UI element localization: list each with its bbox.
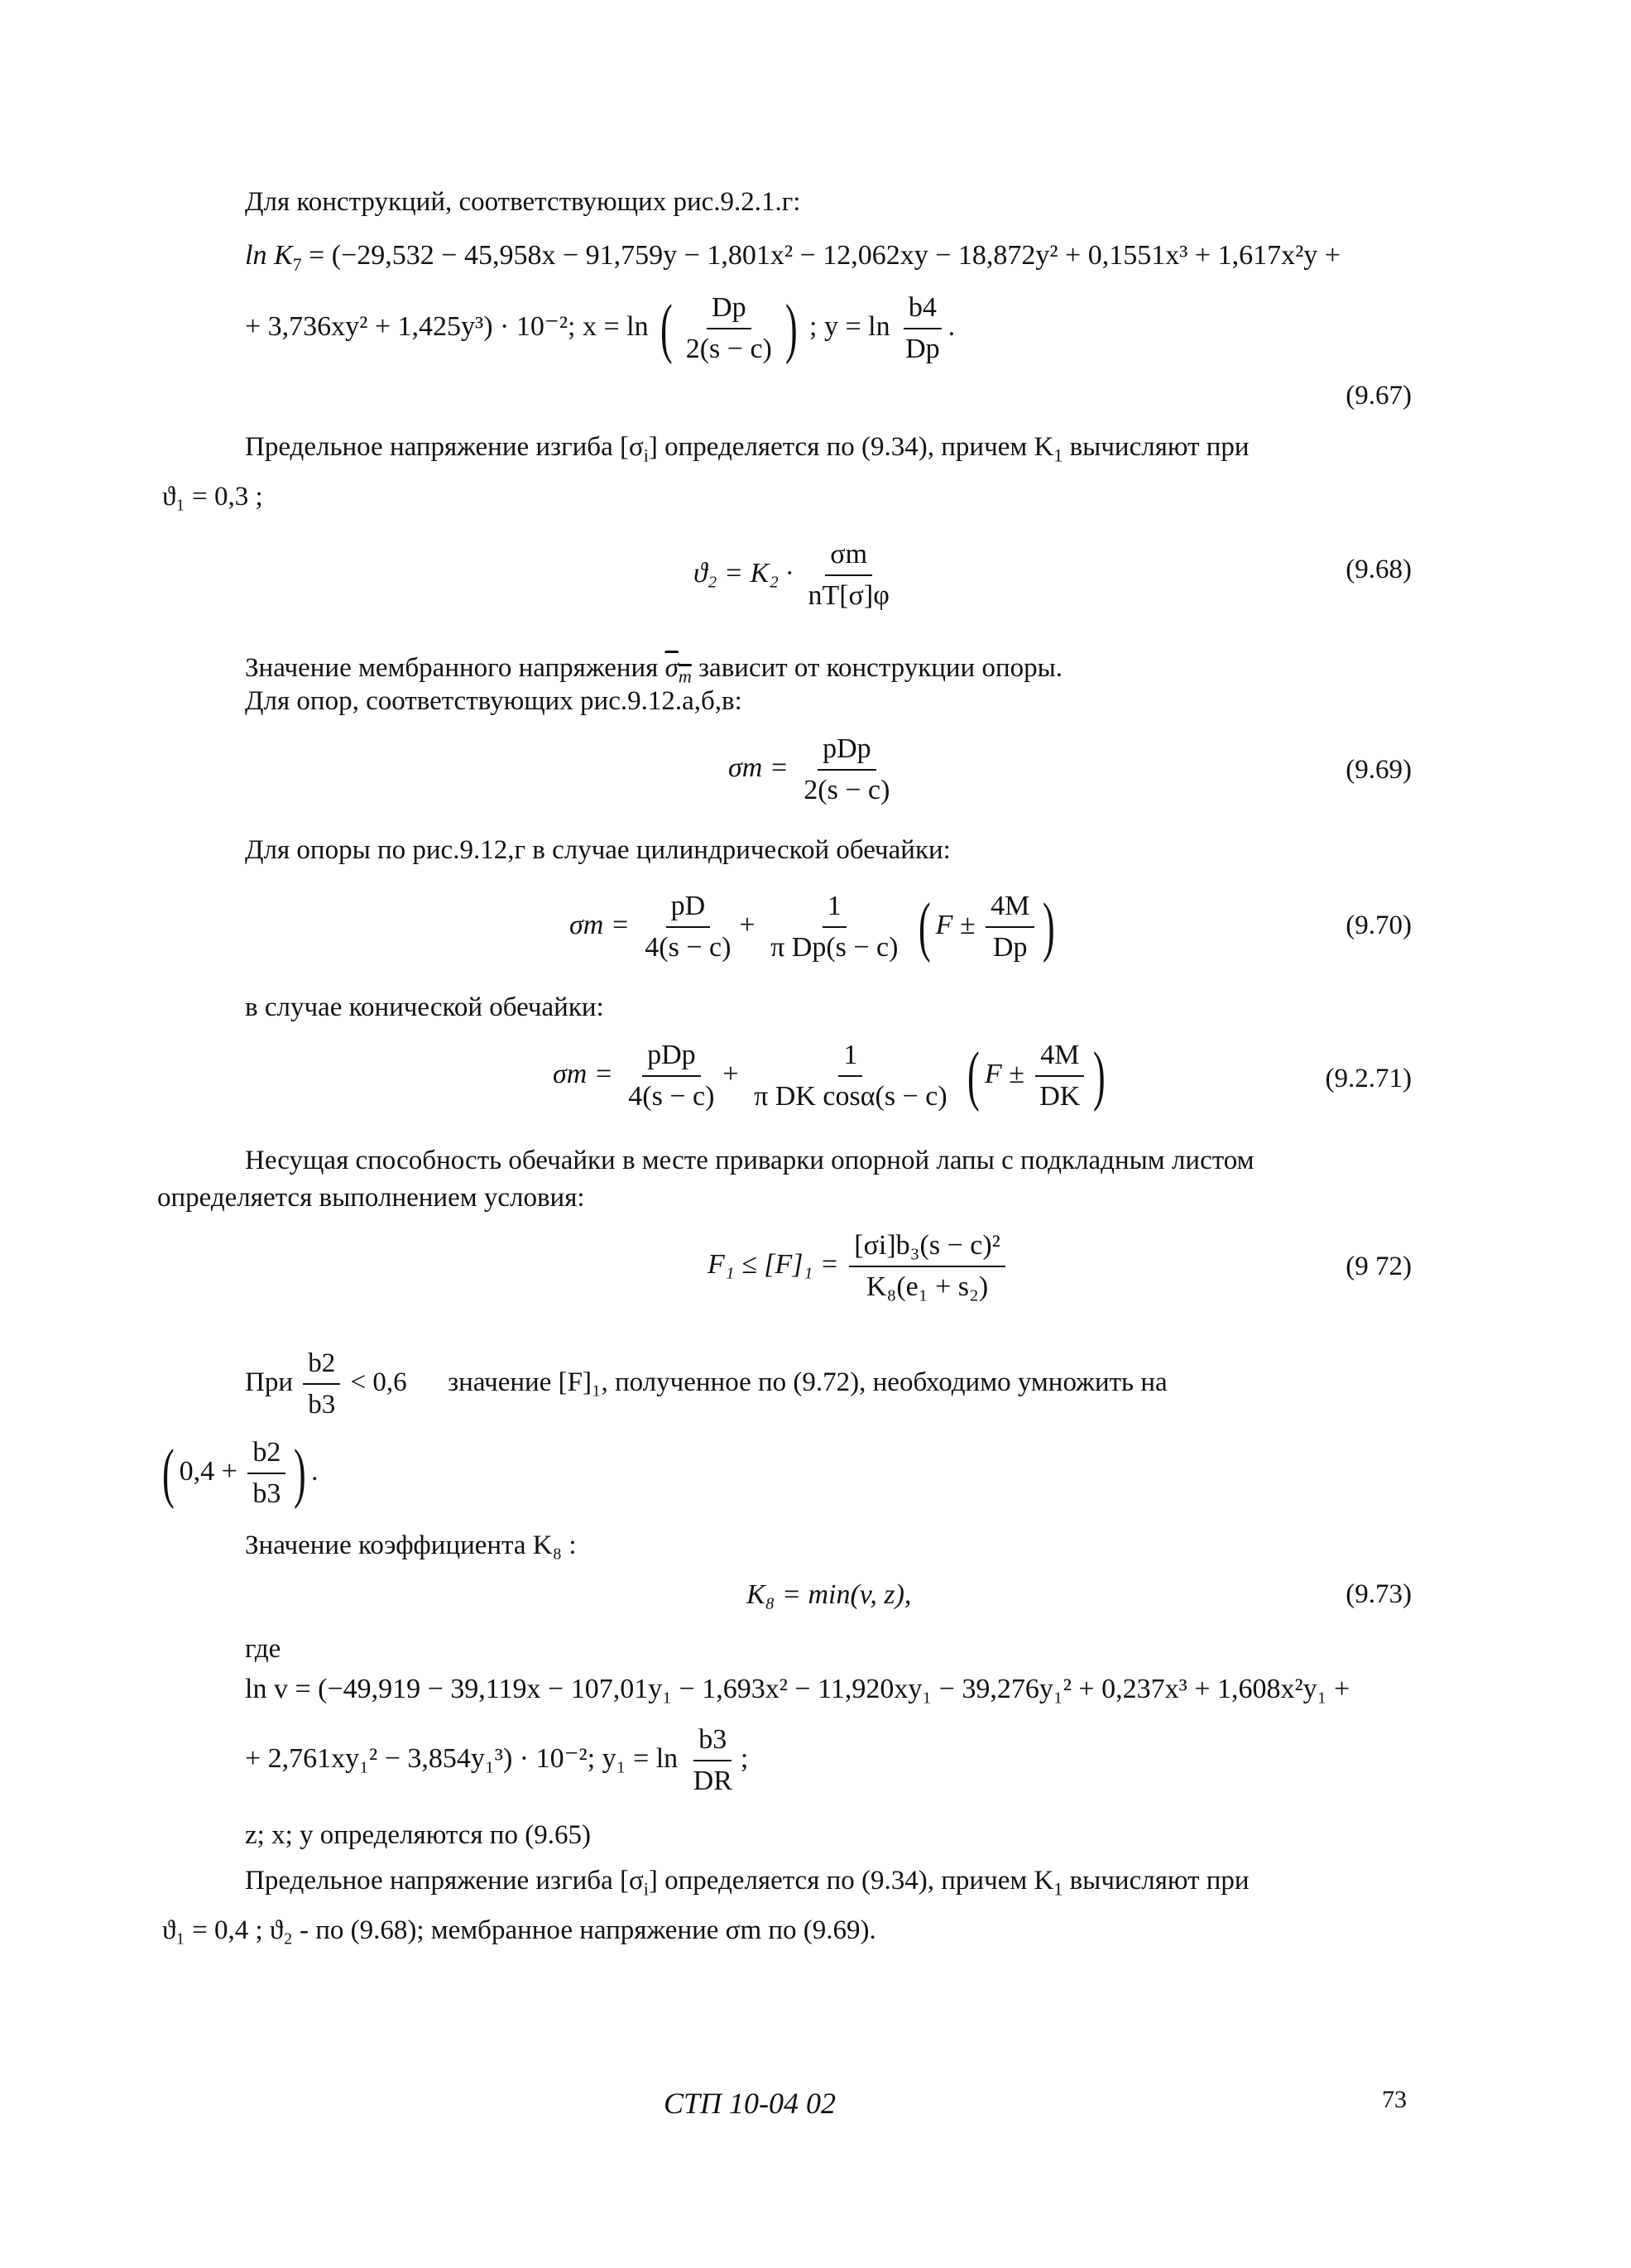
fraction-denominator: DR [693,1766,732,1796]
equation-967-line2: + 3,736xy² + 1,425y³) · 10⁻²; x = ln ( $\frac{Dp}{2(s - c)}$ ) ; y = ln $\frac{b4}{Dp}$ . [245,292,956,365]
footer-standard: СТП 10-04 02 [664,2087,837,2120]
lnv-y1-fraction [688,1723,737,1798]
eq967-line1-text: = (−29,532 − 45,958x − 91,759y − 1,801x² − 12,062xy − 18,872y² + 0,1551x³ + 1,617x²y + [309,240,1341,271]
fraction-numerator: b4 [904,291,942,329]
paren-right-icon: ) [784,292,798,365]
fraction-denominator: K₈(e₁ + s₂) [866,1271,989,1302]
condition-value: < 0,6 [350,1367,407,1397]
multiplier-fraction [247,1436,285,1511]
fraction-numerator: b2 [303,1347,340,1385]
eq973-body: K₈ = min(v, z), [746,1579,912,1610]
equation-number-9271: (9.2.71) [1325,1064,1412,1093]
fraction-numerator: Dp [707,291,751,329]
eq967-x-fraction [681,291,777,366]
fraction-denominator: b3 [252,1478,281,1509]
equation-number-967: (9.67) [1346,381,1412,411]
membrane-part-b: зависит от конструкции опоры. [698,653,1063,683]
equation-967-line1 [245,240,1341,276]
theta1-value: ϑ₁ = 0,3 ; [162,482,263,512]
fraction-denominator: 4(s − c) [645,932,732,963]
fraction-denominator: 2(s − c) [685,334,772,364]
fraction-numerator: 4M [1035,1039,1084,1077]
membrane-part-a: Значение мембранного напряжения [245,653,659,683]
bearing-text-1: Несущая способность обечайки в месте приварки опорной лапы с подкладным листом [245,1146,1254,1175]
fraction-denominator: b3 [308,1390,336,1420]
fraction-numerator: 1 [838,1039,862,1077]
paren-left-icon: ( [161,1437,175,1510]
bearing-text-2: определяется выполнением условия: [157,1183,585,1213]
equation-number-968: (9.68) [1346,555,1412,584]
eq9271-fraction-3 [1034,1039,1085,1113]
paren-right-icon: ) [294,1437,306,1510]
eq970-fraction-1 [640,890,736,964]
final-line: ϑ₁ = 0,4 ; ϑ₂ - по (9.68); мембранное напряжение σm по (9.69). [162,1915,876,1945]
where-text: где [245,1634,281,1664]
condition-fraction [303,1347,340,1421]
eq970-fraction-3 [986,890,1034,964]
eq9271-lhs: σm = [553,1058,613,1089]
support-g-text: Для опоры по рис.9.12,г в случае цилиндрической обечайки: [245,835,951,865]
equation-number-969: (9.69) [1346,755,1412,785]
page-number: 73 [1382,2086,1407,2113]
eq970-fraction-2 [765,890,903,964]
fraction-denominator: 4(s − c) [628,1081,715,1112]
equation-number-970: (9.70) [1346,911,1412,940]
equation-973 [746,1579,911,1611]
limit-paragraph-1: Предельное напряжение изгиба $[\sigma_i]$ определяется по (9.34), причем $K_1$ вычисляют при [245,432,1250,466]
eq9271-inner: F ± [984,1058,1024,1089]
eq967-lhs: ln K [245,240,293,271]
intro-text: Для конструкций, соответствующих рис.9.2.1.г: [245,187,801,217]
eq968-fraction [803,538,894,613]
eq967-line2-b: ; y = ln [809,310,890,342]
sigma-m-symbol: $\sigma_m$ [664,653,692,687]
multiplier-expression: ( 0,4 + $\frac{b2}{b3}$ ) . [161,1437,319,1510]
paren-right-icon: ) [1093,1040,1106,1112]
fraction-denominator: π DK cosα(s − c) [754,1081,947,1112]
lnv-line2-text: + 2,761xy₁² − 3,854y₁³) · 10⁻²; y₁ = ln [245,1742,679,1774]
fraction-numerator: σm [825,538,872,576]
eq9271-fraction-1 [623,1039,719,1113]
equation-number-973: (9.73) [1346,1579,1412,1609]
eq967-y-fraction [900,291,945,366]
equation-9271: σm = $\frac{\text{pDp}}{4(s - c)}$ + $\frac{1}{\text{π DK cosα(s − c)}}$ ( F ± $\frac{4M}{DK}$ ) [553,1040,1106,1112]
fraction-numerator: pDp [642,1039,701,1077]
paren-left-icon: ( [660,292,673,365]
condition-rest: значение [F]₁, полученное по (9.72), необходимо умножить на [448,1367,1168,1397]
eq972-lhs: F₁ ≤ [F]₁ = [708,1248,839,1280]
condition-pri: При [245,1367,293,1397]
paren-left-icon: ( [918,891,931,963]
eq969-lhs: σm = [728,752,789,783]
multiplier-a: 0,4 + [179,1455,237,1487]
k8-text: Значение коэффициента K₈ : [245,1530,577,1560]
fraction-numerator: b2 [247,1436,285,1474]
fraction-numerator: pDp [818,733,876,771]
fraction-denominator: nT[σ]φ [808,580,890,611]
condition-line [245,1345,1168,1421]
limit1-part-b: ] определяется по (9.34), причем K [648,432,1054,462]
eq9271-fraction-2 [749,1039,952,1113]
fraction-denominator: DK [1039,1081,1081,1112]
supports-abv-text: Для опор, соответствующих рис.9.12.а,б,в: [245,686,742,716]
equation-970: σm = $\frac{pD}{4(s - c)}$ + $\frac{1}{\text{π Dp(s − c)}}$ ( F ± $\frac{4M}{Dp}$ ) [569,891,1055,963]
fraction-numerator: b3 [693,1723,732,1761]
conical-text: в случае конической обечайки: [245,992,604,1022]
eq969-fraction [799,733,895,807]
fraction-numerator: pD [666,890,711,928]
limit1-part-c: вычисляют при [1063,432,1250,462]
fraction-denominator: π Dp(s − c) [770,932,899,963]
limit1-part-a: Предельное напряжение изгиба [σ [245,432,644,462]
eq968-lhs: ϑ₂ = K₂ · [693,557,793,589]
limit2-part-a: Предельное напряжение изгиба [σ [245,1866,644,1896]
paren-right-icon: ) [1043,891,1055,963]
paren-left-icon: ( [967,1040,980,1112]
fraction-numerator: [σi]b₃(s − c)² [849,1229,1005,1267]
eq967-line2-a: + 3,736xy² + 1,425y³) · 10⁻²; x = ln [245,310,649,342]
fraction-denominator: 2(s − c) [804,775,890,805]
eq970-inner: F ± [935,909,976,940]
equation-lnv-line2: + 2,761xy₁² − 3,854y₁³) · 10⁻²; y₁ = ln $\frac{b3}{DR}$ ; [245,1724,749,1796]
equation-number-972: (9 72) [1346,1252,1412,1281]
equation-lnv-line1: ln v = (−49,919 − 39,119x − 107,01y₁ − 1,693x² − 11,920xy₁ − 39,276y₁² + 0,237x³ + 1,608x²y₁ + [245,1674,1350,1704]
zxy-definition: z; x; y определяются по (9.65) [245,1820,591,1850]
limit-paragraph-2: Предельное напряжение изгиба $[\sigma_i]$ определяется по (9.34), причем $K_1$ вычисляют при [245,1866,1250,1900]
fraction-numerator: 1 [823,890,847,928]
equation-972 [708,1229,1009,1304]
equation-968 [693,538,898,613]
fraction-denominator: Dp [905,334,940,364]
limit2-part-b: ] определяется по (9.34), причем K [648,1866,1054,1896]
equation-969 [728,733,898,807]
limit2-part-c: вычисляют при [1063,1866,1250,1896]
eq972-fraction [849,1229,1005,1304]
eq967-lhs-sub: 7 [292,253,302,275]
fraction-denominator: Dp [992,932,1028,963]
fraction-numerator: 4M [986,890,1034,928]
eq970-lhs: σm = [569,909,630,940]
